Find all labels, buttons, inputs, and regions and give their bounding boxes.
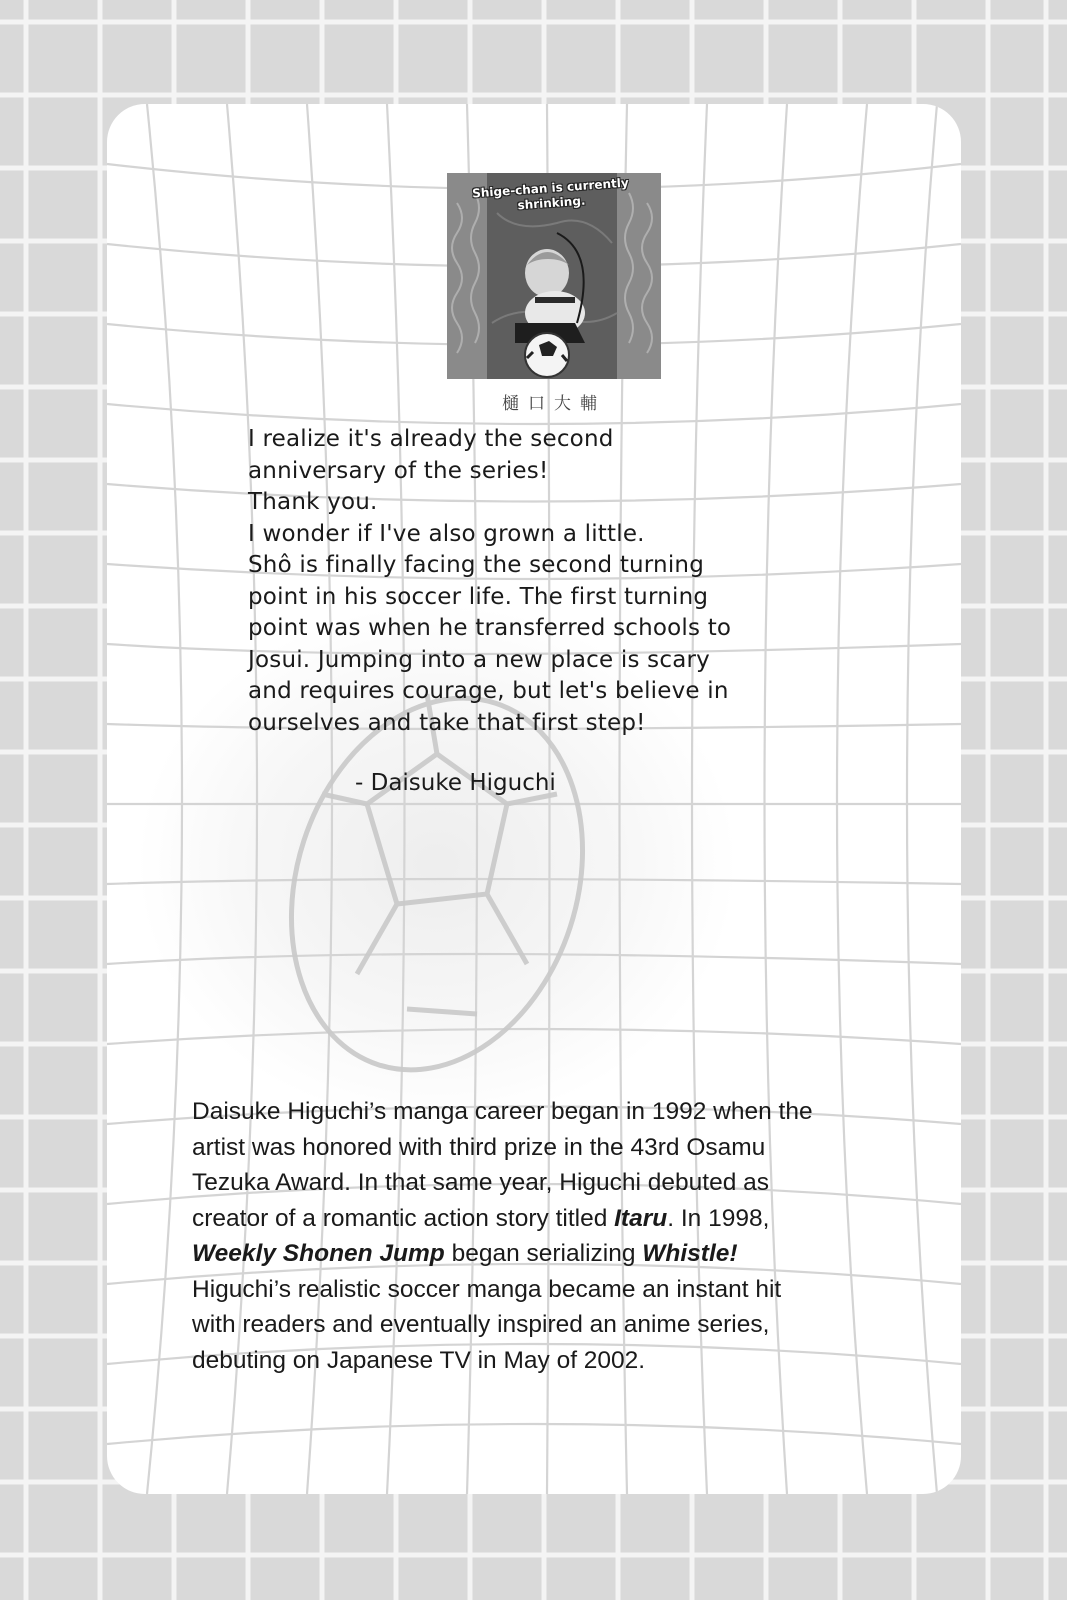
message-line: ourselves and take that first step! bbox=[248, 709, 646, 736]
work-title-whistle: Whistle! bbox=[642, 1240, 738, 1267]
bio-line: Daisuke Higuchi’s manga career began in 1992 when the bbox=[192, 1098, 813, 1125]
author-message bbox=[248, 424, 848, 739]
bio-line: Higuchi’s realistic soccer manga became an instant hit bbox=[192, 1275, 782, 1303]
bio-text: creator of a romantic action story titled bbox=[192, 1204, 615, 1232]
bio-text: began serializing bbox=[444, 1240, 643, 1267]
message-line: Thank you. bbox=[248, 489, 378, 515]
message-line: point was when he transferred schools to bbox=[248, 615, 732, 641]
message-line: anniversary of the series! bbox=[248, 457, 549, 484]
bio-text: . In 1998, bbox=[667, 1204, 770, 1232]
bio-line: with readers and eventually inspired an anime series, bbox=[192, 1311, 770, 1338]
message-signature: - Daisuke Higuchi bbox=[355, 770, 556, 796]
bio-line bbox=[192, 1201, 892, 1237]
author-name-kanji: 樋口大輔 bbox=[502, 394, 606, 414]
message-line: I wonder if I've also grown a little. bbox=[248, 520, 645, 547]
bio-line bbox=[192, 1236, 892, 1272]
work-title-itaru: Itaru bbox=[614, 1204, 668, 1232]
message-line: I realize it's already the second bbox=[248, 426, 614, 452]
author-photo bbox=[447, 173, 661, 379]
message-line: point in his soccer life. The first turning bbox=[248, 583, 709, 610]
message-line: Josui. Jumping into a new place is scary bbox=[248, 646, 710, 673]
bio-line: artist was honored with third prize in the 43rd Osamu bbox=[192, 1133, 766, 1161]
message-line: and requires courage, but let's believe in bbox=[248, 678, 729, 704]
photo-caption: Shige-chan is currently shrinking. bbox=[471, 175, 630, 213]
bio-line: debuting on Japanese TV in May of 2002. bbox=[192, 1346, 646, 1374]
content-panel bbox=[107, 104, 961, 1494]
message-line: Shô is finally facing the second turning bbox=[248, 552, 705, 578]
bio-line: Tezuka Award. In that same year, Higuchi debuted as bbox=[192, 1169, 770, 1196]
magazine-title: Weekly Shonen Jump bbox=[192, 1240, 445, 1267]
author-bio bbox=[192, 1094, 892, 1378]
